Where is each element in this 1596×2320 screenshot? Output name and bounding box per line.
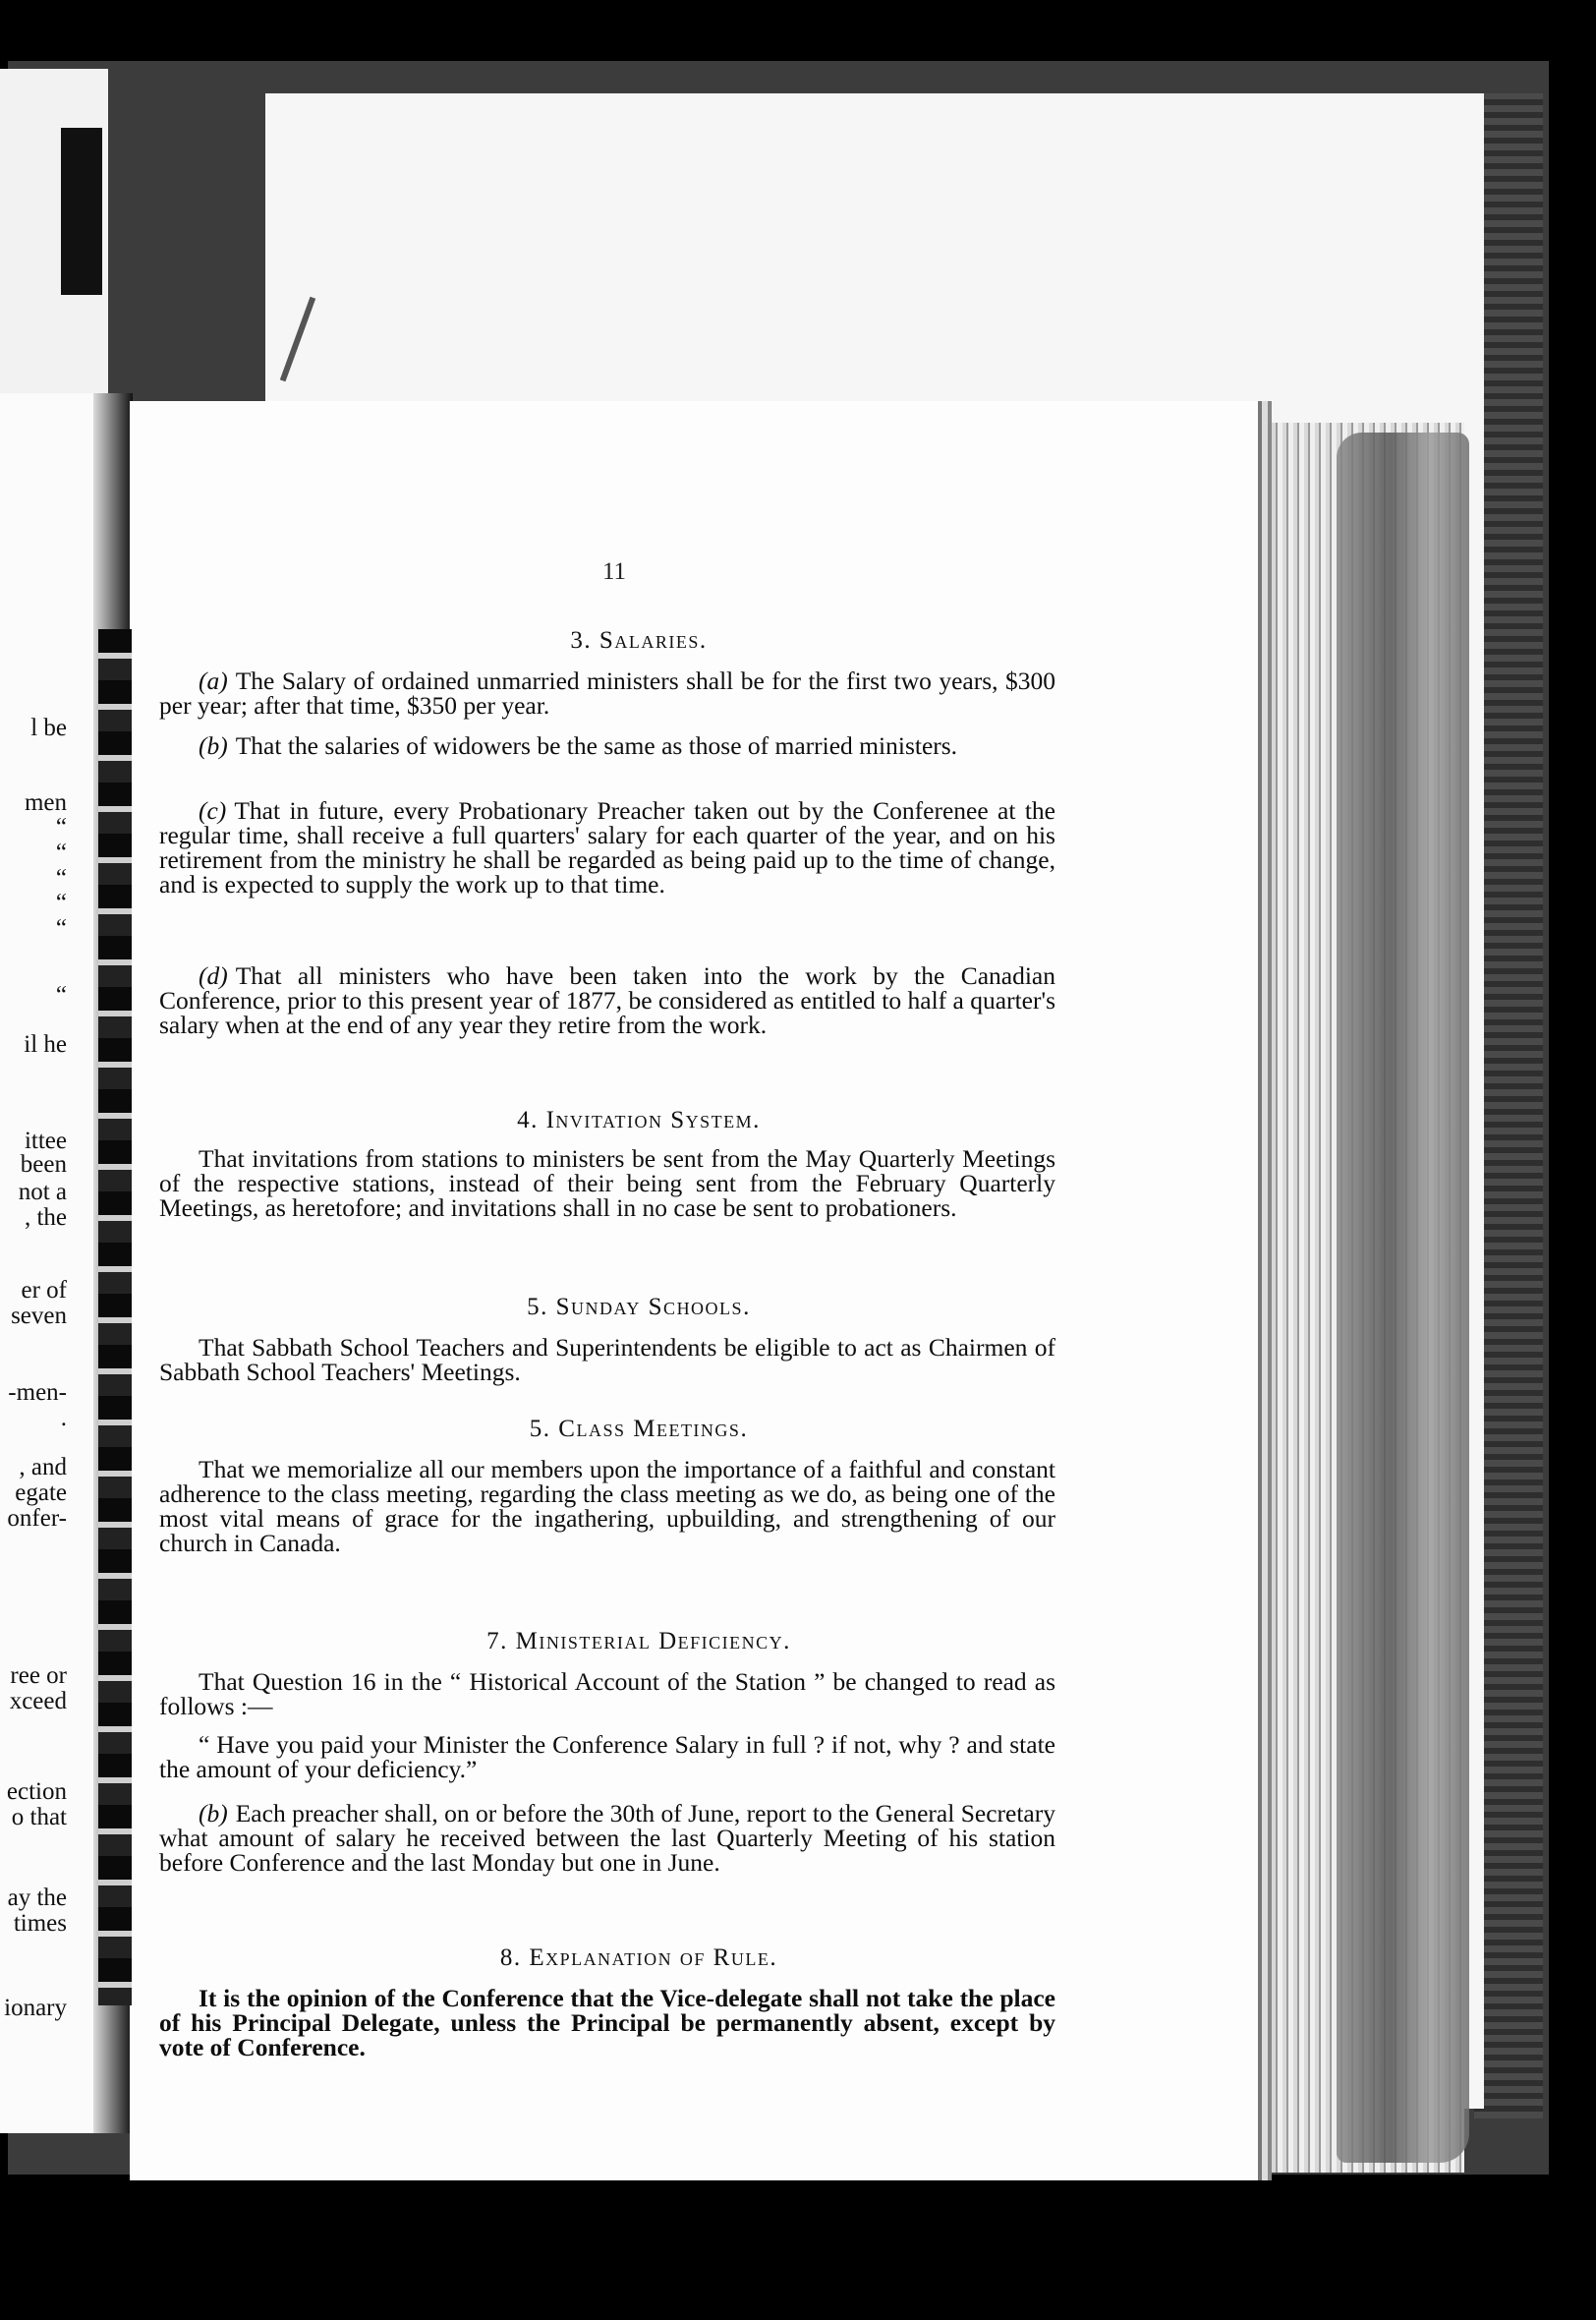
book-cover-edge [1474, 93, 1543, 2118]
paragraph-ministerial-deficiency-2 [159, 1732, 1055, 1781]
left-strip-shadow [61, 128, 102, 295]
paragraph-lead: (c) [199, 796, 227, 825]
left-fragment: seven [11, 1303, 67, 1329]
left-fragment: ay the [7, 1885, 67, 1911]
paragraph-text: That the salaries of widowers be the same as those of married ministers. [235, 731, 958, 760]
paragraph-salaries-d [159, 963, 1055, 1037]
section-heading-salaries: 3. Salaries. [570, 627, 708, 654]
left-fragment: ree or [10, 1662, 67, 1689]
left-fragment: xceed [9, 1688, 67, 1714]
paragraph-ministerial-deficiency-1 [159, 1669, 1055, 1718]
left-fragment: times [13, 1910, 67, 1937]
left-fragment: “ [55, 890, 67, 916]
left-fragment: , and [19, 1454, 67, 1480]
spine-binding [98, 629, 132, 2005]
paragraph-explanation-of-rule [159, 1986, 1055, 2059]
paragraph-lead: (d) [199, 961, 228, 990]
left-fragment: ionary [4, 1995, 67, 2021]
paragraph-text: That in future, every Probationary Preacher taken out by the Conferenee at the regular time, shall receive a full quarters' salary for each quarter of the year, and on his retirement from the ministry he shall be regarded as being paid up to the time of change, and is expected to supply the work up to that time. [159, 796, 1055, 899]
section-heading-ministerial-deficiency: 7. Ministerial Deficiency. [486, 1628, 791, 1654]
left-fragment: “ [55, 814, 67, 841]
left-fragment: onfer- [7, 1505, 67, 1532]
torn-page-edges [1337, 433, 1469, 2163]
paragraph-lead: (a) [199, 667, 228, 695]
paragraph-lead: (b) [199, 1799, 228, 1827]
paragraph-text: “ Have you paid your Minister the Conference Salary in full ? if not, why ? and state the amount of your deficiency.” [159, 1730, 1055, 1783]
left-fragment: not a [18, 1179, 67, 1205]
left-fragment: “ [55, 840, 67, 866]
paragraph-salaries-c [159, 798, 1055, 897]
paragraph-text: Each preacher shall, on or before the 30th of June, report to the General Secretary what amount of salary he received between the last Quarterly Meeting of his station before Conference and the last Monday but one in June. [159, 1799, 1055, 1877]
left-fragment: “ [55, 865, 67, 892]
paragraph-text: The Salary of ordained unmarried ministers shall be for the first two years, $300 per year; after that time, $350 per year. [159, 667, 1055, 720]
paragraph-salaries-b [159, 733, 1055, 758]
left-fragment: men [24, 789, 67, 816]
left-fragment: , the [24, 1204, 67, 1231]
left-fragment: o that [11, 1804, 67, 1830]
left-fragment: l be [30, 715, 67, 741]
section-heading-explanation-of-rule: 8. Explanation of Rule. [499, 1944, 778, 1971]
paragraph-class-meetings [159, 1457, 1055, 1555]
paragraph-text: That we memorialize all our members upon the importance of a faithful and constant adherence to the class meeting, regarding the class meeting as we do, as being one of the most vital means of grace for the ingathering, upbuilding, and strengthening of our church in Canada. [159, 1455, 1055, 1557]
paragraph-text: It is the opinion of the Conference that the Vice-delegate shall not take the place of his Principal Delegate, unless the Principal be permanently absent, except by vote of Conference. [159, 1984, 1055, 2061]
left-fragment: “ [55, 915, 67, 942]
paragraph-text: That all ministers who have been taken into the work by the Canadian Conference, prior to this present year of 1877, be considered as entitled to half a quarter's salary when at the end of any year they retire from the work. [159, 961, 1055, 1039]
left-fragment: ection [6, 1778, 67, 1805]
section-heading-class-meetings: 5. Class Meetings. [529, 1416, 749, 1442]
paragraph-invitation-system [159, 1146, 1055, 1220]
left-fragment: “ [55, 982, 67, 1009]
left-fragment: -men- [8, 1379, 67, 1406]
section-heading-sunday-schools: 5. Sunday Schools. [527, 1294, 751, 1320]
paragraph-sunday-schools [159, 1335, 1055, 1384]
left-fragment: ittee [24, 1128, 67, 1154]
left-fragment: er of [21, 1277, 67, 1304]
paragraph-text: That invitations from stations to ministers be sent from the May Quarterly Meetings of the respective stations, instead of their being sent from the February Quarterly Meetings, as heretofore; and invitations shall in no case be sent to probationers. [159, 1144, 1055, 1222]
paragraph-text: That Sabbath School Teachers and Superintendents be eligible to act as Chairmen of Sabbath School Teachers' Meetings. [159, 1333, 1055, 1386]
paragraph-salaries-a [159, 668, 1055, 718]
paragraph-text: That Question 16 in the “ Historical Account of the Station ” be changed to read as follows :— [159, 1667, 1055, 1720]
paragraph-ministerial-deficiency-b [159, 1801, 1055, 1875]
left-fragment: been [20, 1151, 67, 1178]
left-fragment: il he [24, 1031, 67, 1058]
left-fragment: . [60, 1405, 67, 1431]
page-number: 11 [601, 558, 627, 585]
left-fragment: egate [15, 1479, 67, 1506]
section-heading-invitation-system: 4. Invitation System. [517, 1107, 761, 1133]
paragraph-lead: (b) [199, 731, 228, 760]
